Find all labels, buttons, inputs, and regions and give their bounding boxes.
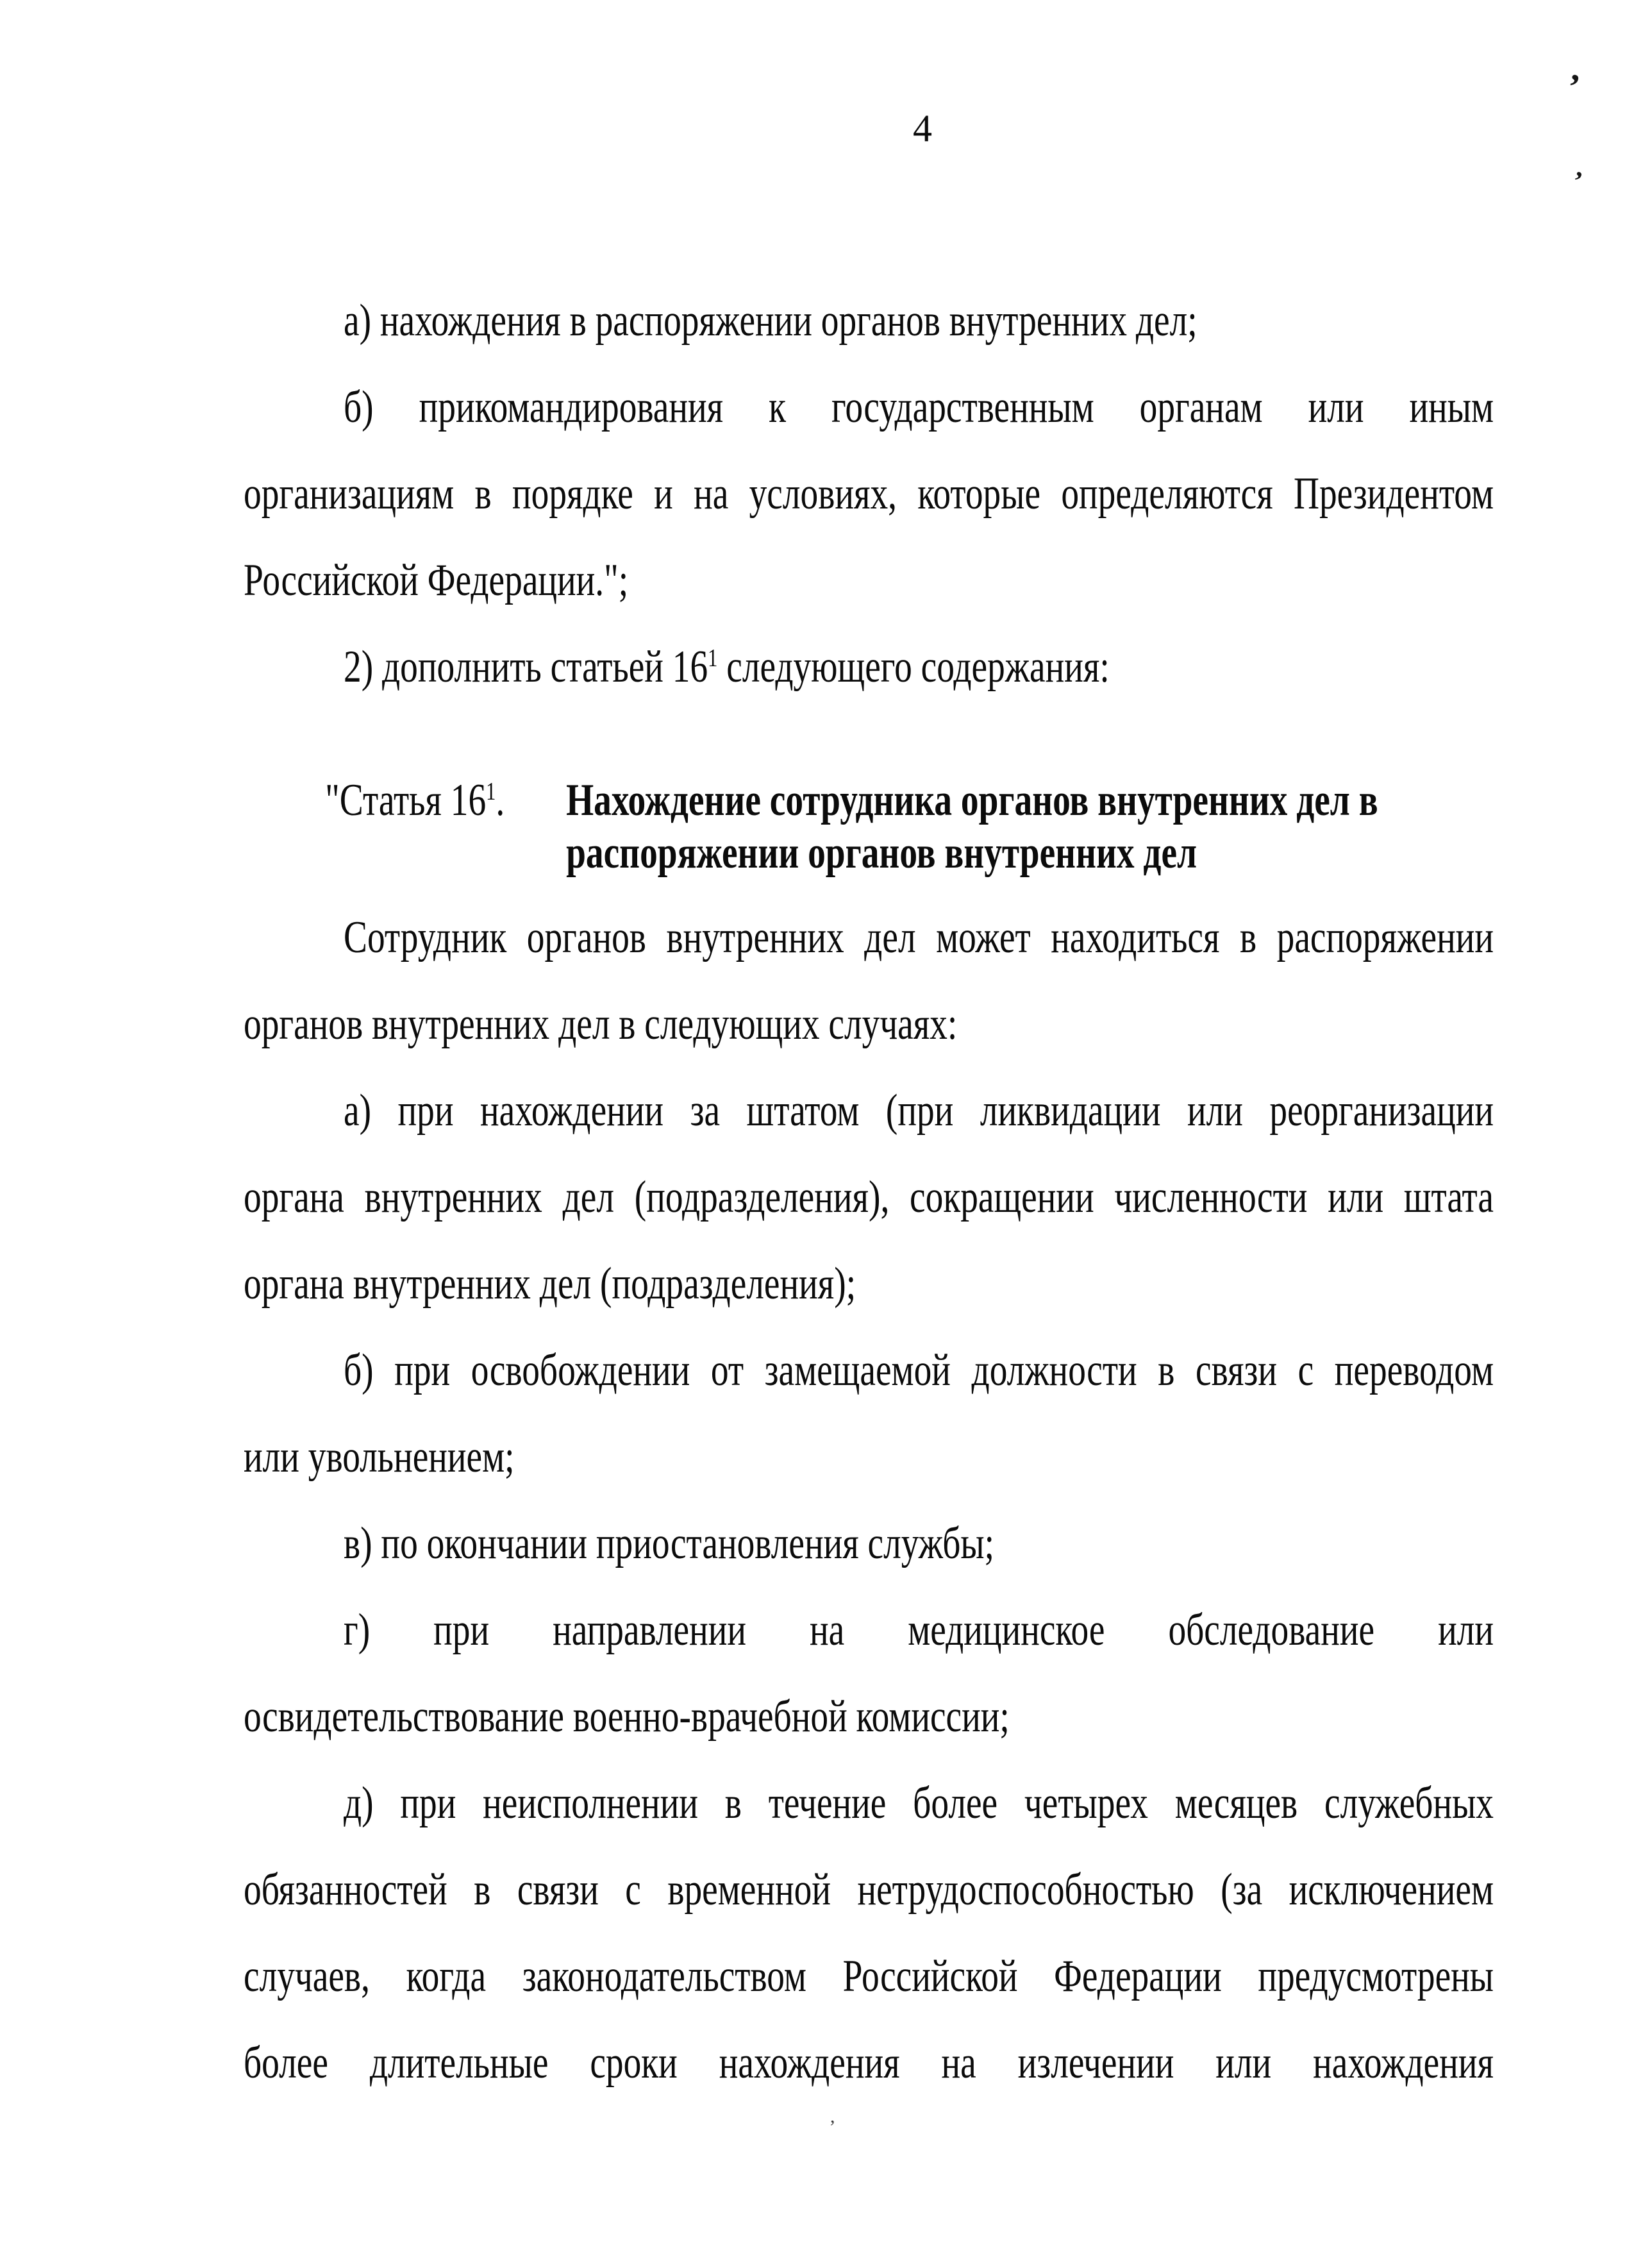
text-line xyxy=(244,2020,1494,2106)
text-segment: случаев, когда законодательством Российской Федерации предусмотрены xyxy=(244,1951,1494,2001)
text-line xyxy=(244,537,1494,624)
text-segment: организациям в порядке и на условиях, которые определяются Президентом xyxy=(244,469,1494,519)
superscript-digit: 1 xyxy=(708,644,718,672)
text-line xyxy=(244,1068,1494,1154)
text-segment: . xyxy=(496,775,505,825)
text-segment: д) при неисполнении в течение более четырех месяцев служебных xyxy=(344,1778,1494,1828)
text-segment: в) по окончании приостановления службы; xyxy=(344,1518,995,1568)
text-segment: более длительные сроки нахождения на излечении или нахождения xyxy=(244,2038,1494,2088)
scan-speck-bottom: , xyxy=(830,2106,835,2127)
text-line xyxy=(244,451,1494,537)
text-segment: освидетельствование военно-врачебной комиссии; xyxy=(244,1692,1010,1742)
text-segment: 2) дополнить статьей 16 xyxy=(344,642,708,692)
text-line xyxy=(244,1760,1494,1847)
text-line xyxy=(244,1847,1494,1933)
superscript-digit: 1 xyxy=(486,777,496,805)
article-title-text: Нахождение сотрудника органов внутренних дел в xyxy=(566,775,1378,825)
text-line xyxy=(244,981,1494,1068)
text-segment: следующего содержания: xyxy=(717,642,1110,692)
text-line xyxy=(244,1154,1494,1241)
text-segment: органа внутренних дел (подразделения), сокращении численности или штата xyxy=(244,1172,1494,1222)
text-line xyxy=(244,1674,1494,1760)
text-line xyxy=(244,1241,1494,1327)
scan-speck-top: ’ xyxy=(1565,67,1582,108)
text-segment: обязанностей в связи с временной нетрудоспособностью (за исключением xyxy=(244,1865,1494,1915)
article-heading-line xyxy=(244,774,1494,827)
text-line xyxy=(244,624,1494,710)
scan-speck-mid: ’ xyxy=(1571,166,1585,197)
text-line xyxy=(244,1933,1494,2020)
text-segment: Российской Федерации."; xyxy=(244,555,629,605)
article-number-label xyxy=(325,774,566,827)
text-segment: г) при направлении на медицинское обследование или xyxy=(344,1605,1494,1655)
text-segment: "Статья 16 xyxy=(325,775,487,825)
text-segment: органов внутренних дел в следующих случаях: xyxy=(244,999,958,1049)
text-line xyxy=(244,364,1494,451)
text-line xyxy=(244,1327,1494,1414)
text-line xyxy=(244,1414,1494,1500)
text-segment: б) прикомандирования к государственным органам или иным xyxy=(344,382,1494,432)
document-text-block xyxy=(244,278,1494,2106)
text-segment: или увольнением; xyxy=(244,1432,515,1482)
page-number: 4 xyxy=(913,107,932,149)
text-segment: органа внутренних дел (подразделения); xyxy=(244,1259,856,1309)
text-segment: Сотрудник органов внутренних дел может находиться в распоряжении xyxy=(344,912,1494,962)
text-line xyxy=(244,1500,1494,1587)
text-segment: б) при освобождении от замещаемой должности в связи с переводом xyxy=(344,1345,1494,1395)
text-segment: а) при нахождении за штатом (при ликвидации или реорганизации xyxy=(344,1086,1494,1136)
text-line xyxy=(244,278,1494,364)
text-line xyxy=(244,895,1494,981)
text-line xyxy=(244,1587,1494,1674)
article-title-text: распоряжении органов внутренних дел xyxy=(566,828,1197,878)
article-heading-line xyxy=(244,827,1494,879)
text-segment: а) нахождения в распоряжении органов внутренних дел; xyxy=(344,296,1197,346)
